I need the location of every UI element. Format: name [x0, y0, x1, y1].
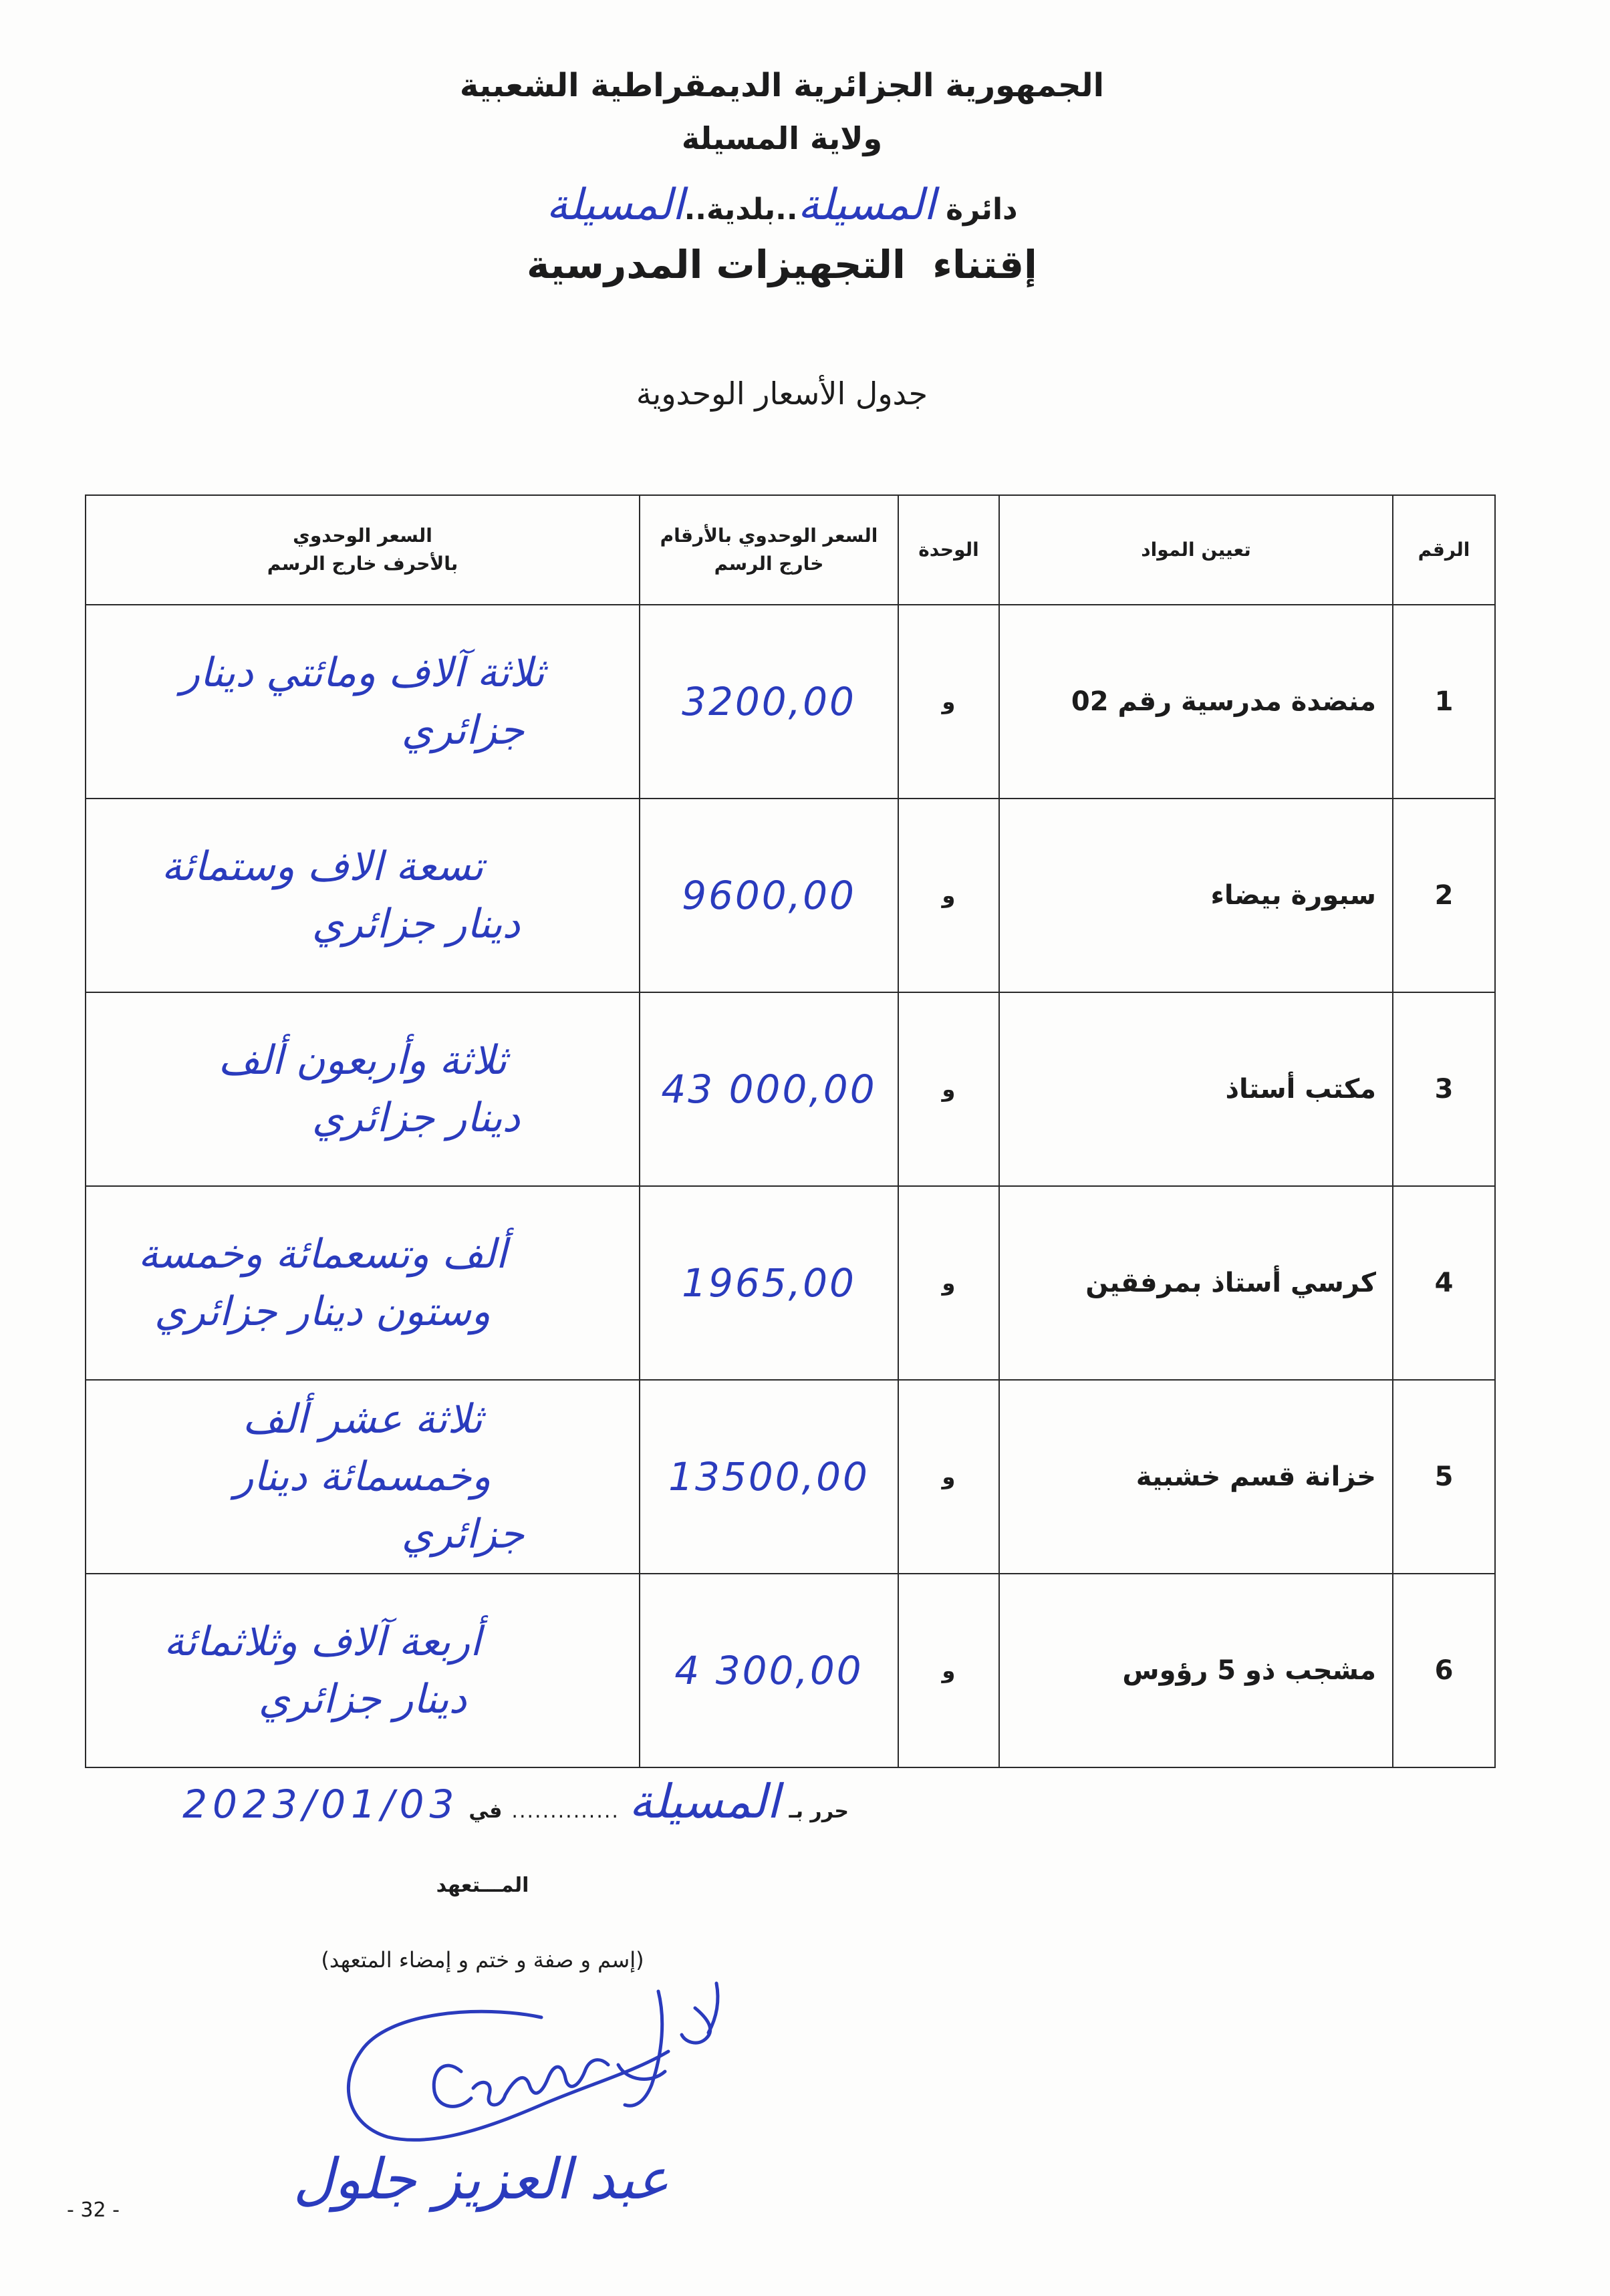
item-name: خزانة قسم خشبية	[999, 1380, 1393, 1574]
table-title: جدول الأسعار الوحدوية	[636, 376, 928, 412]
price-digits-cell	[640, 1186, 898, 1380]
price-words-cell	[86, 1186, 640, 1380]
price-words-line: ثلاثة عشر ألف	[243, 1396, 483, 1443]
item-name: مشجب ذو 5 رؤوس	[999, 1574, 1393, 1767]
page-number: - 32 -	[67, 2198, 120, 2222]
unit: و	[898, 605, 999, 799]
dots: ..............	[511, 1800, 620, 1823]
unit-price-table	[85, 494, 1496, 1768]
price-words-line: أربعة آلاف وثلاثمائة	[164, 1618, 481, 1665]
header-price-digits	[640, 495, 898, 605]
price-words-cell	[86, 799, 640, 992]
price-digits-cell	[640, 992, 898, 1186]
handwritten-date: 2023/01/03	[182, 1781, 460, 1827]
daira-handwritten-value: المسيلة	[797, 180, 936, 230]
handwritten-signatory-name: عبد العزيز جلول	[293, 2146, 670, 2212]
price-words	[86, 606, 639, 797]
price-words	[86, 1381, 639, 1572]
price-words-line: وستون دينار جزائري	[154, 1288, 491, 1335]
signature-stroke	[473, 2060, 608, 2105]
row-number: 5	[1393, 1380, 1495, 1574]
wilaya-name: ولاية المسيلة	[681, 120, 883, 156]
price-words	[86, 1187, 639, 1379]
price-words-cell	[86, 605, 640, 799]
price-digits: 13500,00	[668, 1454, 869, 1499]
price-words-line: جزائري	[401, 1511, 525, 1558]
price-words-line: جزائري	[401, 707, 525, 754]
unit: و	[898, 1574, 999, 1767]
daira-baladiya-line	[0, 175, 1564, 240]
header-item: تعيين المواد	[999, 495, 1393, 605]
baladiya-handwritten-value: المسيلة	[546, 180, 684, 230]
price-words-cell	[86, 992, 640, 1186]
price-digits-cell	[640, 1574, 898, 1767]
written-at-handwritten-place: المسيلة	[628, 1774, 780, 1829]
price-words	[86, 1575, 639, 1766]
price-digits: 9600,00	[682, 873, 856, 918]
price-words-line: ألف وتسعمائة وخمسة	[138, 1231, 507, 1278]
unit: و	[898, 992, 999, 1186]
price-words-line: ثلاثة آلاف ومائتي دينار	[180, 650, 545, 696]
price-digits-cell	[640, 605, 898, 799]
table-header-row	[86, 495, 1495, 605]
unit: و	[898, 799, 999, 992]
baladiya-label: بلدية	[706, 192, 776, 227]
price-words-cell	[86, 1574, 640, 1767]
item-name: سبورة بيضاء	[999, 799, 1393, 992]
dots: ..	[684, 192, 707, 227]
table-row	[86, 1380, 1495, 1574]
price-words-line: دينار جزائري	[258, 1676, 467, 1723]
price-digits: 43 000,00	[661, 1066, 877, 1112]
price-words-line: وخمسمائة دينار	[234, 1453, 491, 1500]
price-words-line: دينار جزائري	[311, 1095, 521, 1141]
header-line: بالأحرف خارج الرسم	[267, 553, 458, 575]
table-row	[86, 605, 1495, 799]
table-row	[86, 992, 1495, 1186]
table-row	[86, 1574, 1495, 1767]
price-words-line: ثلاثة وأربعون ألف	[218, 1037, 507, 1084]
price-words	[86, 800, 639, 991]
signature-stroke	[348, 2011, 668, 2140]
price-digits-cell	[640, 799, 898, 992]
on-label: في	[468, 1800, 503, 1823]
header-line: السعر الوحدوي بالأرقام	[660, 525, 878, 547]
price-digits-cell	[640, 1380, 898, 1574]
signature-stroke	[434, 2065, 471, 2106]
price-digits: 1965,00	[682, 1260, 856, 1306]
item-name: منضدة مدرسية رقم 02	[999, 605, 1393, 799]
row-number: 3	[1393, 992, 1495, 1186]
unit: و	[898, 1380, 999, 1574]
table-row	[86, 799, 1495, 992]
dots: ..	[775, 192, 798, 227]
signatory-instruction: (إسم و صفة و ختم و إمضاء المتعهد)	[321, 1947, 644, 1973]
price-digits: 3200,00	[682, 679, 856, 724]
table-row	[86, 1186, 1495, 1380]
row-number: 1	[1393, 605, 1495, 799]
header-unit: الوحدة	[898, 495, 999, 605]
place-date-line	[182, 1774, 849, 1829]
row-number: 2	[1393, 799, 1495, 992]
item-name: كرسي أستاذ بمرفقين	[999, 1186, 1393, 1380]
signatory-label: المـــتعهد	[436, 1874, 529, 1897]
item-name: مكتب أستاذ	[999, 992, 1393, 1186]
price-words-cell	[86, 1380, 640, 1574]
header-line: السعر الوحدوي	[293, 525, 432, 547]
signature-stroke	[625, 1991, 662, 2106]
written-at-label: حرر بـ	[789, 1800, 849, 1823]
price-words-line: تسعة الاف وستمائة	[161, 843, 484, 890]
price-words	[86, 994, 639, 1185]
header-price-words	[86, 495, 640, 605]
price-words-line: دينار جزائري	[311, 901, 521, 948]
signature-stroke	[682, 2008, 710, 2043]
country-name: الجمهورية الجزائرية الديمقراطية الشعبية	[459, 67, 1105, 104]
daira-label: دائرة	[946, 192, 1018, 227]
handwritten-signature	[321, 1971, 749, 2165]
price-digits: 4 300,00	[674, 1648, 863, 1693]
row-number: 4	[1393, 1186, 1495, 1380]
unit: و	[898, 1186, 999, 1380]
header-line: خارج الرسم	[714, 553, 824, 575]
row-number: 6	[1393, 1574, 1495, 1767]
header-number: الرقم	[1393, 495, 1495, 605]
project-title: إقتناء التجهيزات المدرسية	[527, 242, 1037, 287]
